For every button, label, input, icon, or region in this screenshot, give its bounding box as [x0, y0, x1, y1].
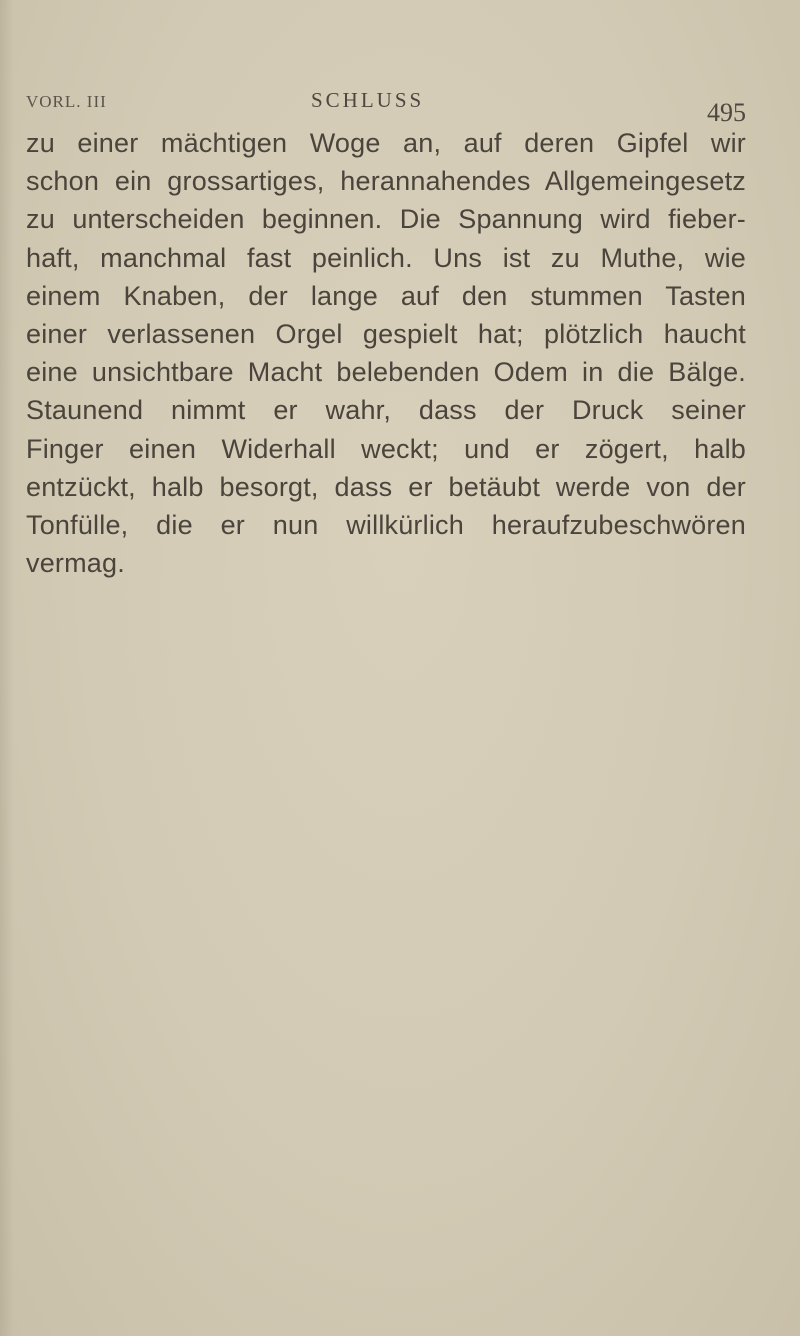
page-number: 495	[707, 98, 746, 127]
text-line-last: vermag.	[26, 548, 125, 579]
text-line: zu einer mächtigen Woge an, auf deren Gipfel wir	[26, 128, 746, 158]
text-line: entzückt, halb besorgt, dass er betäubt werde von der	[26, 471, 746, 502]
text-line: einer verlassenen Orgel gespielt hat; plötzlich haucht	[26, 318, 746, 349]
running-head-left: VORL. III	[26, 92, 107, 111]
text-line: Finger einen Widerhall weckt; und er zögert, halb	[26, 433, 746, 464]
text-line: zu unterscheiden beginnen. Die Spannung wird fieber-	[26, 204, 746, 235]
running-head-title: SCHLUSS	[311, 88, 425, 112]
text-line: eine unsichtbare Macht belebenden Odem in die Bälge.	[26, 357, 746, 388]
text-line: Staunend nimmt er wahr, dass der Druck seiner	[26, 395, 746, 426]
text-line: schon ein grossartiges, herannahendes Allgemeingesetz	[26, 166, 746, 197]
page-edge-shadow	[0, 0, 14, 1336]
text-line: haft, manchmal fast peinlich. Uns ist zu Muthe, wie	[26, 242, 746, 273]
text-line: Tonfülle, die er nun willkürlich heraufzubeschwören	[26, 509, 746, 540]
page-header	[26, 86, 746, 126]
text-line: einem Knaben, der lange auf den stummen Tasten	[26, 280, 746, 311]
body-paragraph	[26, 124, 746, 582]
